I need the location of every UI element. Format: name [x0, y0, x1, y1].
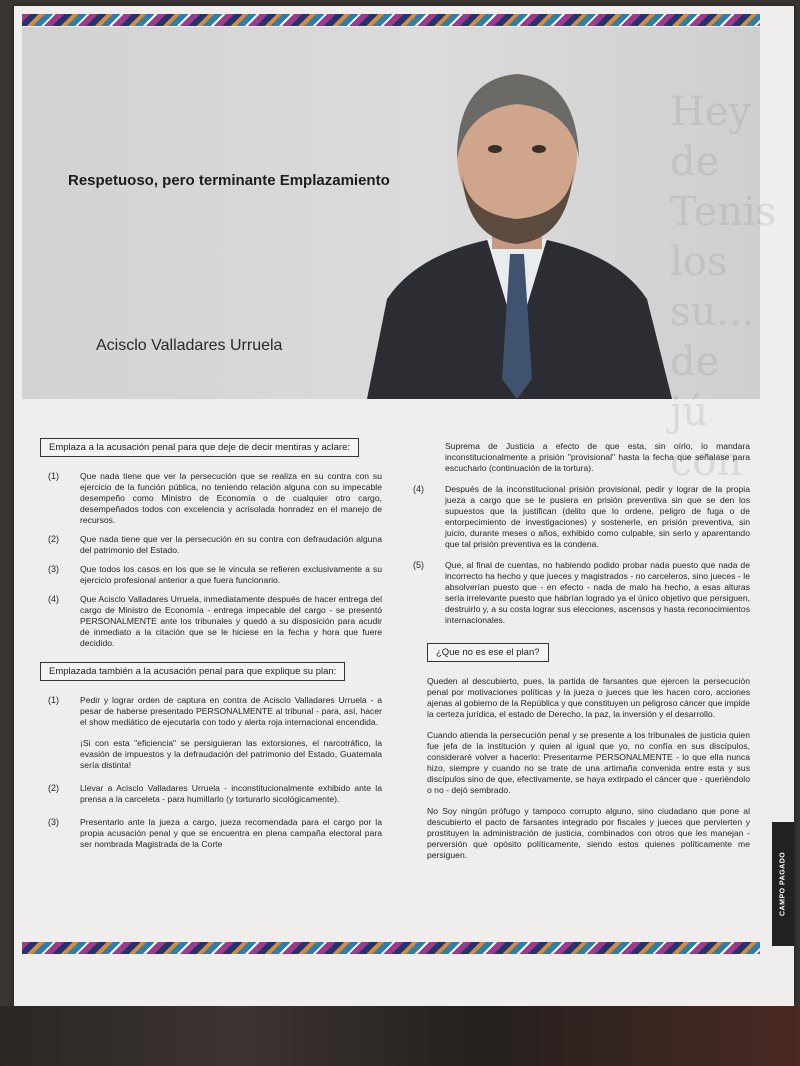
list-item: (3) Presentarlo ante la jueza a cargo, jueza recomendada para el cargo por la propia acusación penal y que se encuentra en plena campaña electoral para ser nombrada Magistrada de la Corte	[48, 817, 382, 849]
list-item: (4) Que Acisclo Valladares Urruela, inmediatamente después de hacer entrega del cargo de Ministro de Economía - entrega impecable del cargo - se presentó PERSONALMENTE ante los tribunales y quedó a su disposición para acudir de inmediato a la citación que se le hiciese en la fecha y hora que fuere decidido.	[48, 594, 382, 648]
paragraph: No Soy ningún prófugo y tampoco corrupto alguno, sino ciudadano que pone al descubierto el pacto de farsantes integrado por fiscales y jueces que pervierten y prostituyen la administración de justicia, combinados con otros que les manejan - perversión que opósito políticamente, siendo estos quienes políticamente me persiguen.	[427, 806, 750, 860]
section-box-3: ¿Que no es ese el plan?	[427, 643, 549, 662]
list-item: (1) Pedir y lograr orden de captura en contra de Acisclo Valladares Urruela - a pesar de haberse presentado PERSONALMENTE al tribunal - para, así, hacer el show mediático de ejecutarla con todo y alerta roja internacional encendida. ¡Si con esta "eficiencia" se persiguieran las extorsiones, el narcotráfico, la evasión de impuestos y la defraudación del patrimonio del Estado, Guatemala sería distinta!	[48, 695, 382, 770]
continued-text: Suprema de Justicia a efecto de que esta, sin oírlo, lo mandara inconstitucionalmente a prisión "provisional" hasta la fecha que señalase para escucharlo (continuación de la tortura).	[445, 441, 750, 473]
section-box-2: Emplazada también a la acusación penal para que explique su plan:	[40, 662, 345, 681]
portrait-photo	[327, 39, 707, 399]
paid-field-tab: CAMPO PAGADO	[772, 822, 794, 946]
right-column	[405, 405, 750, 861]
list-item: (4) Después de la inconstitucional prisión provisional, pedir y lograr de la propia jueza a cargo que se le pusiera en prisión preventiva sin que se den los supuestos que la justifican (delito que lo ordene, peligro de fuga o de entorpecimiento de investigaciones) y sostenerle, en prisión preventiva, sin juicio, durante meses o años, exhibido como culpable, sin serlo y aparentando que tal prisión preventiva es la condena.	[413, 484, 750, 549]
background-floor	[0, 1006, 800, 1066]
list-item: (1) Que nada tiene que ver la persecución que se realiza en su contra con su ejercicio de la función pública, no teniendo relación alguna con su impecable desempeño como Ministro de Economía o de cualquier otro cargo, desempeñados todos con excelencia y acrisolada honradez en el manejo de recursos.	[48, 471, 382, 525]
article-body	[22, 405, 760, 935]
list-item: (5) Que, al final de cuentas, no habiendo podido probar nada puesto que nada de incorrecto ha hecho y que jueces y magistrados - no carceleros, sino jueces - le absolverían puesto que - en efecto - nada de malo ha hecho, a esas alturas sería irrelevante puesto que habrían logrado ya el único objetivo que persiguen, destruirlo y, a su costa lograr sus elecciones, ascensos y hasta reconocimientos internacionales.	[413, 560, 750, 625]
show-through-text: Hey de Tenis los su... de jú con	[670, 89, 777, 485]
paragraph: Cuando atienda la persecución penal y se presente a los tribunales de justicia quien fue jefa de la institución y quien al igual que yo, no confía en sus discípulos, consideraré volver a hacerlo: Presentarme PERSONALMENTE - lo que ella nunca hizo, siempre y cuando no se trate de una artimaña convenida entre esta y sus discípulos sino de que, efectivamente, se haya extirpado el cáncer que - queriéndolo o no - dejó sembrado.	[427, 730, 750, 795]
section-box-1: Emplaza a la acusación penal para que deje de decir mentiras y aclare:	[40, 438, 359, 457]
decorative-stripe-bottom	[22, 942, 760, 954]
list-item: (2) Llevar a Acisclo Valladares Urruela - inconstitucionalmente exhibido ante la prensa a la carceleta - para humillarlo (y torturarlo sicológicamente).	[48, 783, 382, 804]
paragraph: Queden al descubierto, pues, la partida de farsantes que ejercen la persecución penal por motivaciones políticas y la jueza o jueces que les hacen coro, acciones ajenas al gobierno de la República y que constituyen un peligroso cáncer que impide la certeza jurídica, el estado de Derecho, la paz, la inversión y el desarrollo.	[427, 676, 750, 719]
author-name: Acisclo Valladares Urruela	[96, 337, 283, 354]
decorative-stripe-top	[22, 14, 760, 26]
list-item: (3) Que todos los casos en los que se le vincula se refieren exclusivamente a su ejercicio profesional anterior a que fuera funcionario.	[48, 564, 382, 585]
headline: Respetuoso, pero terminante Emplazamiento	[68, 172, 390, 189]
list-item: (2) Que nada tiene que ver la persecución en su contra con defraudación alguna del patrimonio del Estado.	[48, 534, 382, 555]
left-column	[40, 405, 382, 850]
